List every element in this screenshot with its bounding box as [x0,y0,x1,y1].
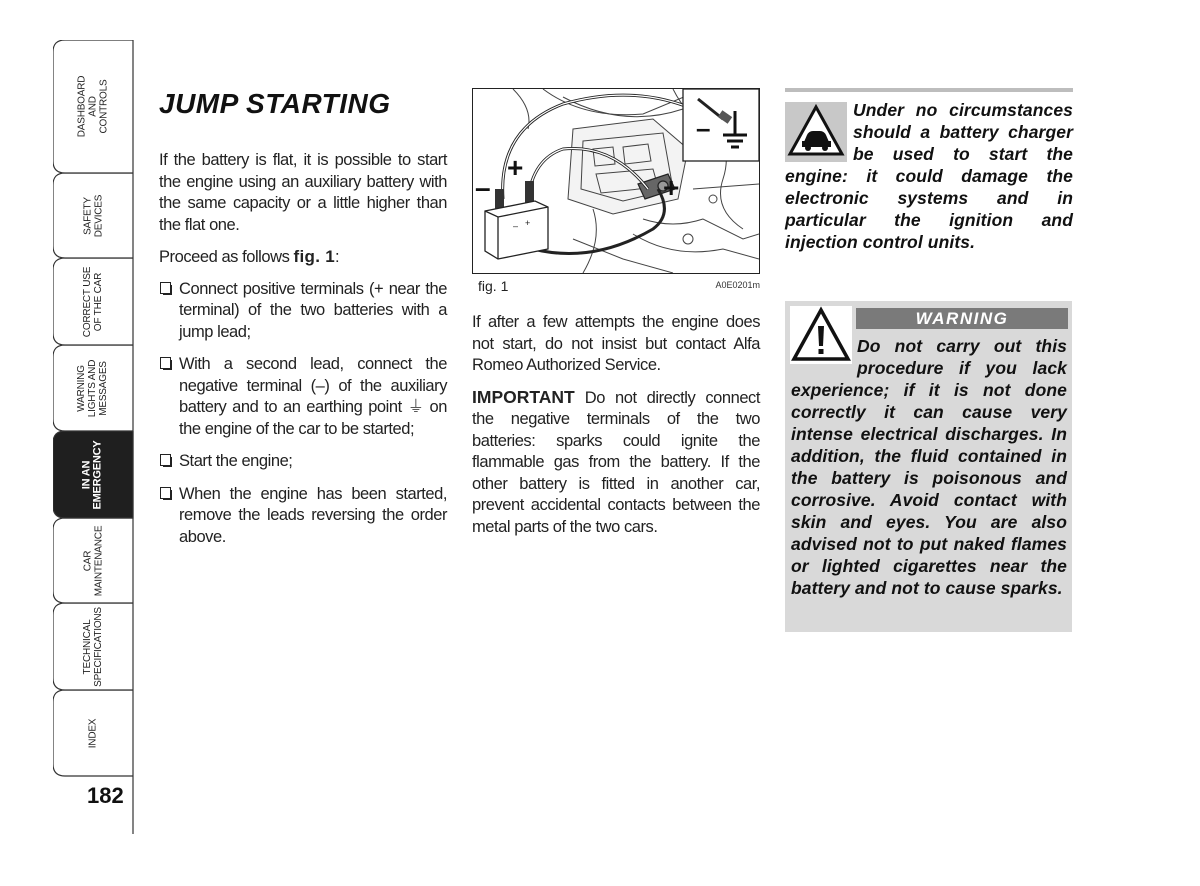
side-tab-label-box [53,431,133,518]
section-body [159,150,447,548]
column-2 [472,88,760,548]
no-start-paragraph: If after a few attempts the engine does not start, do not insist but contact Alfa Romeo Authorized Service. [472,313,760,374]
side-tab-label: CORRECT USE OF THE CAR [82,266,104,337]
caution-message: Under no circumstances should a battery charger be used to start the engine: it could damage the electronic systems and in particular the ignition and injection control units. [785,100,1073,252]
intro-paragraph: If the battery is flat, it is possible to start the engine using an auxiliary battery with the same capacity or a little higher than the flat one. [159,151,447,234]
step-text: Connect positive terminals (+ near the terminal) of the two batteries with a jump lead; [179,279,447,341]
checkbox-bullet-icon [160,282,171,294]
list-item [159,451,447,473]
caution-icon-spacer [785,99,853,165]
svg-text:+: + [525,218,531,228]
important-label: IMPORTANT [472,386,575,407]
step-text: When the engine has been started, remove the leads reversing the order above. [179,484,447,546]
list-item [159,279,447,344]
figure-reference-link[interactable]: fig. 1 [293,247,336,266]
side-tab-technical-specifications[interactable] [53,603,133,690]
checkbox-bullet-icon [160,454,171,466]
side-tab-label: DASHBOARD AND CONTROLS [76,75,110,138]
section-title: JUMP STARTING [159,88,391,119]
side-tab-strip [0,0,140,886]
step-text: Start the engine; [179,452,293,470]
side-tab-label: IN AN EMERGENCY [80,439,104,510]
jump-start-illustration [473,89,759,273]
aux-plus-symbol: + [507,152,524,183]
side-tab-safety-devices[interactable] [53,173,133,258]
side-tab-dashboard-and-controls[interactable] [53,40,133,173]
jump-start-figure [472,88,760,274]
side-tab-label: CAR MAINTENANCE [82,525,104,596]
side-tab-label-box [53,173,133,258]
proceed-text: Proceed as follows [159,248,294,266]
side-tab-car-maintenance[interactable] [53,518,133,603]
side-tab-label: SAFETY DEVICES [81,194,104,237]
step-text: With a second lead, connect the negative terminal (–) of the auxiliary battery and to an earthing point ⏚ on the engine of the car to be started; [179,355,447,438]
side-tab-label: WARNING LIGHTS AND MESSAGES [76,359,110,417]
side-tab-label-box [53,40,133,173]
side-tab-label: TECHNICAL SPECIFICATIONS [82,606,104,687]
side-tab-label-box [53,258,133,345]
side-tab-correct-use-of-the-car[interactable] [53,258,133,345]
list-item [159,484,447,549]
warning-text [791,335,1067,599]
warning-message: Do not carry out this procedure if you lack experience; if it is not done correctly it can cause very intense electrical discharges. In addition, the fluid contained in the battery is poisonous and corrosive. Avoid contact with skin and eyes. You are also advised not to put naked flames or lighted cigarettes near the battery and not to cause sparks. [791,336,1067,598]
step-list [159,279,447,549]
side-tab-label-box [53,518,133,603]
caution-text [785,99,1073,253]
warning-icon-spacer [791,335,857,365]
column-1 [159,88,447,559]
column-2-body [472,312,760,538]
warning-box [785,301,1072,632]
side-tab-warning-lights-and-messages[interactable] [53,345,133,431]
page-number: 182 [87,783,124,808]
side-tab-index[interactable] [53,690,133,776]
side-tab-in-an-emergency[interactable] [53,431,133,518]
svg-text:–: – [513,221,519,231]
earth-minus-symbol: – [696,113,711,143]
side-tab-label-box [53,345,133,431]
important-text: Do not directly connect the negative terminals of the two batteries: sparks could ignite the flammable gas from the battery. If the other battery is fitted in another car, prevent accidental contacts between the metal parts of the two cars. [472,388,760,536]
proceed-line [159,246,447,269]
checkbox-bullet-icon [160,487,171,499]
warning-header: WARNING [856,308,1068,329]
figure-label: fig. 1 [478,278,509,294]
car-plus-symbol: + [663,172,680,203]
proceed-colon: : [335,248,340,266]
side-tab-label-box [53,603,133,690]
caution-box [785,88,1073,268]
side-tab-label-box [53,690,133,776]
checkbox-bullet-icon [160,357,171,369]
figure-code: A0E0201m [715,280,760,290]
list-item [159,354,447,440]
figure-caption-row [472,278,760,302]
important-paragraph [472,387,760,539]
side-tab-label: INDEX [87,718,99,748]
aux-minus-symbol: – [475,172,491,203]
